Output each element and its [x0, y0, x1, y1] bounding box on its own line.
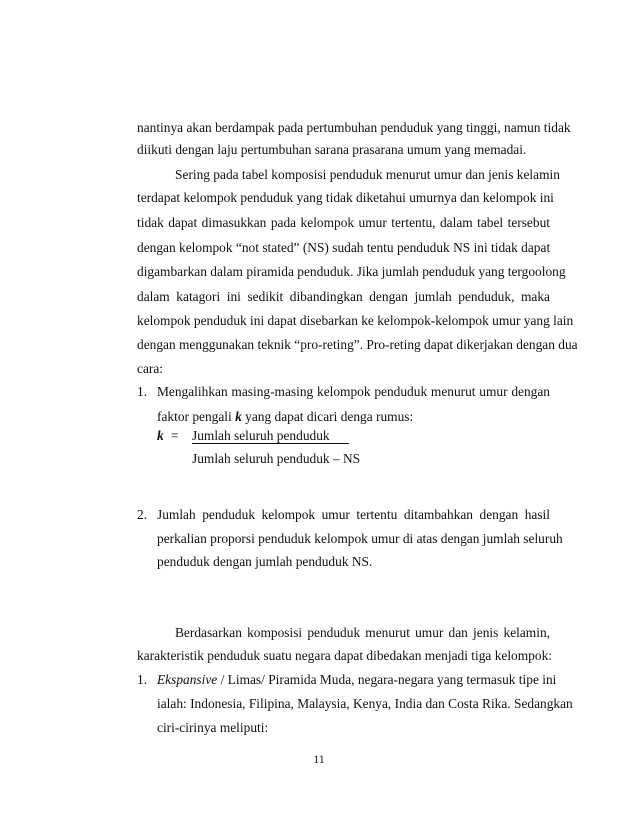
- paragraph-line: diikuti dengan laju pertumbuhan sarana prasarana umum yang memadai.: [137, 142, 527, 157]
- list-number: 1.: [137, 672, 148, 687]
- formula-denominator: Jumlah seluruh penduduk – NS: [192, 451, 361, 466]
- variable-k: k: [235, 409, 242, 424]
- formula-equals: =: [171, 428, 179, 443]
- list-item-line: Jumlah penduduk kelompok umur tertentu ditambahkan dengan hasil: [157, 507, 550, 522]
- fraction-bar: [192, 443, 349, 444]
- paragraph-line: dengan menggunakan teknik “pro-reting”. Pro-reting dapat dikerjakan dengan dua: [137, 337, 578, 352]
- formula-numerator: Jumlah seluruh penduduk: [192, 428, 330, 443]
- paragraph-line: terdapat kelompok penduduk yang tidak diketahui umurnya dan kelompok ini: [137, 190, 554, 205]
- page-number: 11: [313, 752, 325, 766]
- paragraph-line: tidak dapat dimasukkan pada kelompok umur tertentu, dalam tabel tersebut: [137, 215, 550, 230]
- list-item-line: faktor pengali k yang dapat dicari denga rumus:: [157, 409, 414, 424]
- list-item-line: Mengalihkan masing-masing kelompok penduduk menurut umur dengan: [157, 384, 550, 399]
- list-number: 2.: [137, 507, 148, 522]
- paragraph-line: Sering pada tabel komposisi penduduk menurut umur dan jenis kelamin: [175, 167, 560, 182]
- list-number: 1.: [137, 384, 148, 399]
- paragraph-line: karakteristik penduduk suatu negara dapat dibedakan menjadi tiga kelompok:: [137, 648, 552, 663]
- paragraph-line: dengan kelompok “not stated” (NS) sudah tentu penduduk NS ini tidak dapat: [137, 240, 551, 255]
- list-item-line: perkalian proporsi penduduk kelompok umur di atas dengan jumlah seluruh: [157, 531, 563, 546]
- term-ekspansive: Ekspansive: [157, 672, 218, 687]
- paragraph-line: kelompok penduduk ini dapat disebarkan ke kelompok-kelompok umur yang lain: [137, 313, 574, 328]
- list-item-line: ciri-cirinya meliputi:: [157, 720, 269, 735]
- paragraph-line: dalam katagori ini sedikit dibandingkan dengan jumlah penduduk, maka: [137, 289, 550, 304]
- list-item-line: penduduk dengan jumlah penduduk NS.: [157, 554, 373, 569]
- formula-variable-k: k: [157, 428, 164, 443]
- paragraph-line: Berdasarkan komposisi penduduk menurut umur dan jenis kelamin,: [175, 625, 550, 640]
- list-item-line: Ekspansive / Limas/ Piramida Muda, negara-negara yang termasuk tipe ini: [157, 672, 557, 687]
- paragraph-line: digambarkan dalam piramida penduduk. Jika jumlah penduduk yang tergoolong: [137, 264, 566, 279]
- list-item-line: ialah: Indonesia, Filipina, Malaysia, Kenya, India dan Costa Rika. Sedangkan: [157, 696, 573, 711]
- paragraph-line: nantinya akan berdampak pada pertumbuhan penduduk yang tinggi, namun tidak: [137, 120, 571, 135]
- paragraph-line: cara:: [137, 361, 164, 376]
